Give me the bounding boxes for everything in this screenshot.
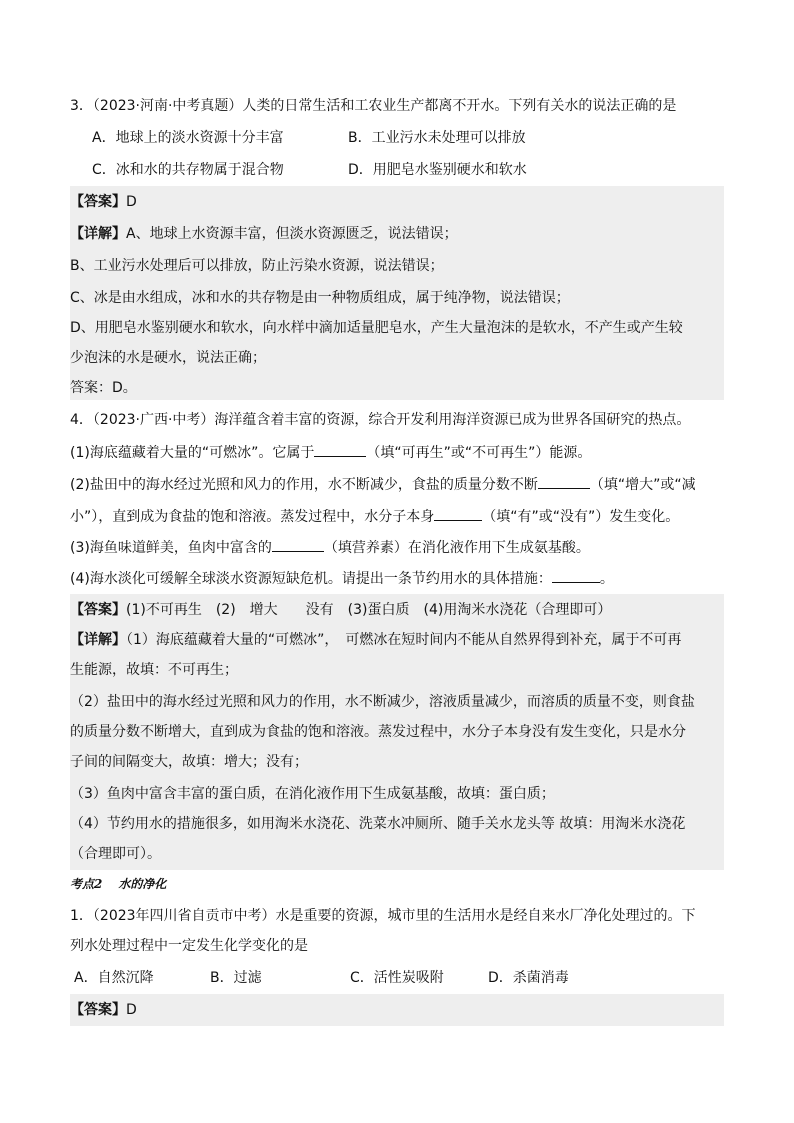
section-title: 水的净化 xyxy=(118,877,167,891)
q3-option-d: D．用肥皂水鉴别硬水和软水 xyxy=(348,162,527,178)
question-text: (3)海鱼味道鲜美，鱼肉中富含的 xyxy=(70,540,272,556)
q4-detail-4 xyxy=(70,784,724,804)
answer-tag: 【答案】 xyxy=(70,194,126,210)
q4-detail-1 xyxy=(70,692,724,712)
q3-stem xyxy=(70,96,724,116)
question-text: (4)海水淡化可缓解全球淡水资源短缺危机。请提出一条节约用水的具体措施： xyxy=(70,571,552,587)
question-text: （填“增大”或“减 xyxy=(589,477,696,493)
detail-tag: 【详解】 xyxy=(70,226,126,242)
detail-text: A、地球上水资源丰富，但淡水资源匮乏，说法错误； xyxy=(126,226,458,242)
detail-text: 子间的间隔变大，故填：增大；没有； xyxy=(70,754,308,770)
q4-stem xyxy=(70,410,724,430)
detail-text: D、用肥皂水鉴别硬水和软水，向水样中滴加适量肥皂水，产生大量泡沫的是软水，不产生或产生较 xyxy=(70,320,683,336)
answer-blank xyxy=(552,568,600,583)
q4-sub2-line1 xyxy=(70,474,724,494)
q3-options-row-2 xyxy=(70,160,724,180)
q1-stem-text: 1．（2023年四川省自贡市中考）水是重要的资源，城市里的生活用水是经自来水厂净化处理过的。下 xyxy=(70,908,696,924)
question-text: （填“有”或“没有”）发生变化。 xyxy=(482,509,680,525)
question-text: 小”），直到成为食盐的饱和溶液。蒸发过程中，水分子本身 xyxy=(70,509,435,525)
detail-text: （1）海底蕴藏着大量的“可燃冰”， 可燃冰在短时间内不能从自然界得到补充，属于不可再 xyxy=(126,632,682,648)
q4-sub2-line2 xyxy=(70,506,724,526)
q3-options-row-1 xyxy=(70,128,724,148)
q1-stem-line1 xyxy=(70,906,724,926)
q3-answer xyxy=(70,192,724,212)
question-text: (1)海底蕴藏着大量的“可燃冰”。它属于 xyxy=(70,445,315,461)
question-text: （填“可再生”或“不可再生”）能源。 xyxy=(366,445,592,461)
question-text: 。 xyxy=(599,571,614,587)
q4-answer-value: (1)不可再生 (2) 增大 没有 (3)蛋白质 (4)用淘米水浇花（合理即可） xyxy=(126,602,612,618)
q1-option-b: B．过滤 xyxy=(210,970,262,986)
q4-sub1 xyxy=(70,442,724,462)
answer-blank xyxy=(314,442,366,457)
q4-detail-3 xyxy=(70,752,724,772)
q3-answer-block xyxy=(70,186,724,374)
q1-answer xyxy=(70,1000,724,1020)
q3-detail-1 xyxy=(70,256,724,276)
q4-sub4 xyxy=(70,568,724,588)
q4-detail-6 xyxy=(70,844,724,864)
q1-option-a: A．自然沉降 xyxy=(74,970,154,986)
answer-blank xyxy=(538,474,590,489)
answer-blank xyxy=(434,506,482,521)
q4-sub3 xyxy=(70,537,724,557)
q4-detail-first xyxy=(70,630,724,650)
detail-text: C、冰是由水组成，冰和水的共存物是由一种物质组成，属于纯净物，说法错误； xyxy=(70,290,570,306)
q3-detail-0 xyxy=(70,224,724,244)
q1-stem-text: 列水处理过程中一定发生化学变化的是 xyxy=(70,938,308,954)
q4-answer xyxy=(70,600,724,620)
q1-option-d: D．杀菌消毒 xyxy=(488,970,569,986)
q3-detail-5 xyxy=(70,378,724,398)
q3-answer-value: D xyxy=(126,194,137,210)
q3-option-c: C．冰和水的共存物属于混合物 xyxy=(92,162,284,178)
q1-options xyxy=(70,968,724,988)
detail-text: 答案：D。 xyxy=(70,380,137,396)
section-label: 考点2 xyxy=(70,877,103,891)
detail-text: 的质量分数不断增大，直到成为食盐的饱和溶液。蒸发过程中，水分子本身没有发生变化，只是水分 xyxy=(70,724,686,740)
q3-stem-text: 3．（2023·河南·中考真题）人类的日常生活和工农业生产都离不开水。下列有关水的说法正确的是 xyxy=(70,98,677,114)
q3-detail-2 xyxy=(70,288,724,308)
q4-detail-2 xyxy=(70,722,724,742)
detail-text: （4）节约用水的措施很多，如用淘米水浇花、洗菜水冲厕所、随手关水龙头等 故填：用淘米水浇花 xyxy=(70,816,686,832)
q4-detail-5 xyxy=(70,814,724,834)
answer-tag: 【答案】 xyxy=(70,1002,126,1018)
q3-option-a: A．地球上的淡水资源十分丰富 xyxy=(92,130,284,146)
q1-answer-value: D xyxy=(126,1002,137,1018)
answer-blank xyxy=(272,537,324,552)
q4-detail-0 xyxy=(70,660,724,680)
detail-text: 生能源，故填：不可再生； xyxy=(70,662,238,678)
q3-detail-3 xyxy=(70,318,724,338)
q4-stem-text: 4．（2023·广西·中考）海洋蕴含着丰富的资源，综合开发利用海洋资源已成为世界各国研究的热点。 xyxy=(70,412,691,428)
section-heading xyxy=(70,874,724,894)
question-text: （填营养素）在消化液作用下生成氨基酸。 xyxy=(323,540,590,556)
answer-tag: 【答案】 xyxy=(70,602,126,618)
question-text: (2)盐田中的海水经过光照和风力的作用，水不断减少，食盐的质量分数不断 xyxy=(70,477,538,493)
detail-text: （2）盐田中的海水经过光照和风力的作用，水不断减少，溶液质量减少，而溶质的质量不变，则食盐 xyxy=(70,694,695,710)
detail-text: （合理即可）。 xyxy=(70,846,161,862)
detail-tag: 【详解】 xyxy=(70,632,126,648)
detail-text: 少泡沫的水是硬水，说法正确； xyxy=(70,350,266,366)
detail-text: （3）鱼肉中富含丰富的蛋白质，在消化液作用下生成氨基酸，故填：蛋白质； xyxy=(70,786,555,802)
detail-text: B、工业污水处理后可以排放，防止污染水资源，说法错误； xyxy=(70,258,444,274)
q3-detail-4 xyxy=(70,348,724,368)
q3-option-b: B．工业污水未处理可以排放 xyxy=(348,130,526,146)
q1-stem-line2 xyxy=(70,936,724,956)
q1-option-c: C．活性炭吸附 xyxy=(350,970,444,986)
